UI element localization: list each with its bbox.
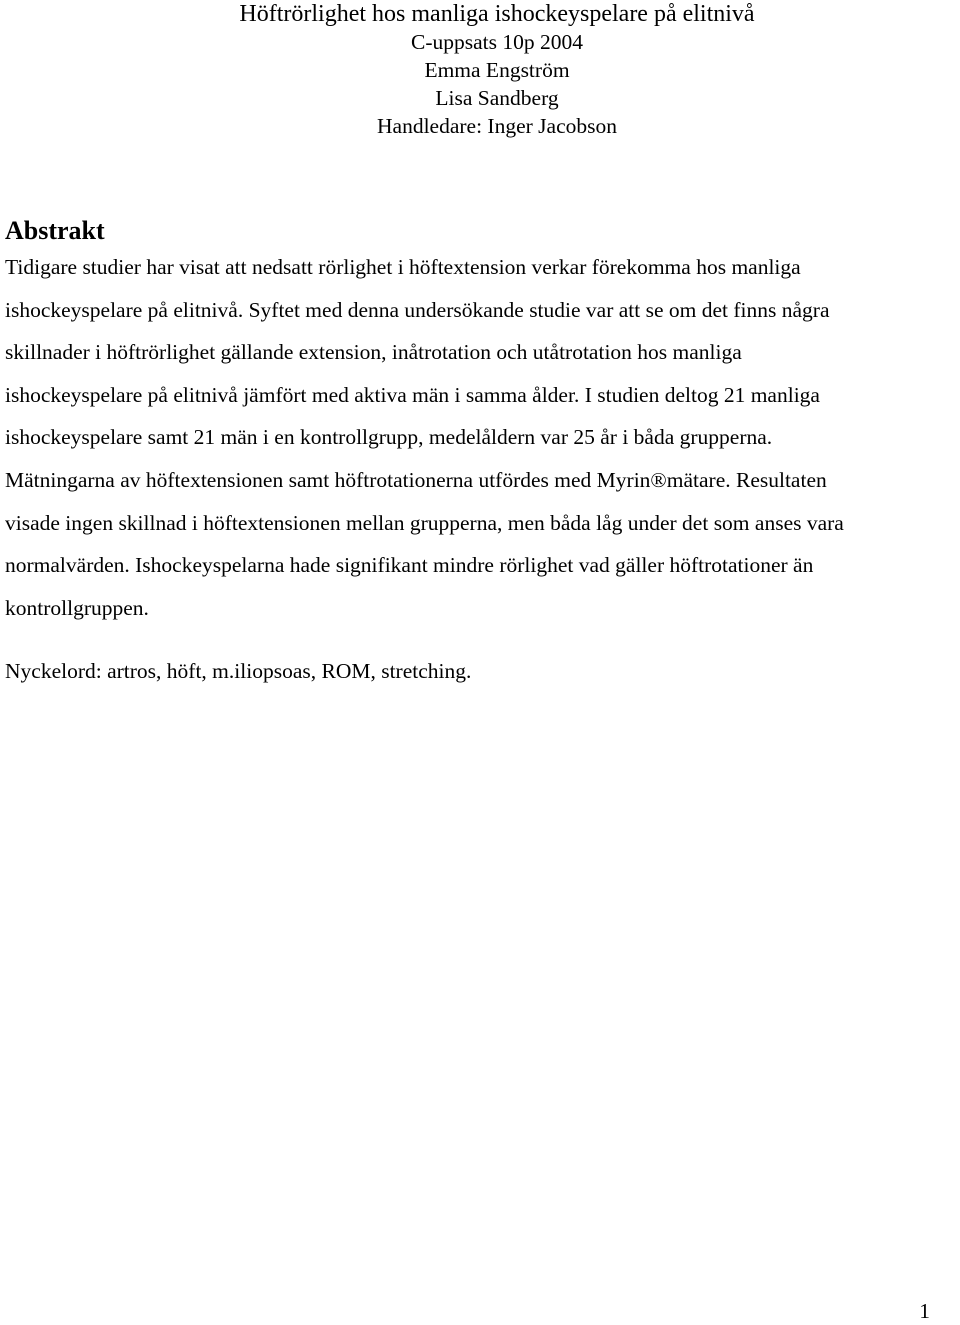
keywords-line: Nyckelord: artros, höft, m.iliopsoas, ROM, stretching. [5, 659, 472, 683]
title-block [0, 0, 960, 140]
abstract-line: kontrollgruppen. [5, 595, 149, 620]
abstract-line: Tidigare studier har visat att nedsatt rörlighet i höftextension verkar förekomma hos manliga [5, 255, 801, 279]
abstract-line: ishockeyspelare samt 21 män i en kontrollgrupp, medelåldern var 25 år i båda grupperna. [5, 425, 773, 450]
abstract-line: skillnader i höftrörlighet gällande extension, inåtrotation och utåtrotation hos manliga [5, 340, 742, 365]
author-name: Emma Engström [424, 58, 570, 82]
document-subtitle: C-uppsats 10p 2004 [411, 30, 583, 54]
page-number: 1 [919, 1299, 930, 1323]
author-name: Lisa Sandberg [435, 86, 559, 110]
abstract-line: ishockeyspelare på elitnivå jämfört med aktiva män i samma ålder. I studien deltog 21 manliga [5, 382, 820, 407]
abstract-line: visade ingen skillnad i höftextensionen mellan grupperna, men båda låg under det som anses vara [5, 510, 844, 535]
abstract-heading: Abstrakt [5, 216, 105, 245]
abstract-line: Mätningarna av höftextensionen samt höftrotationerna utfördes med Myrin®mätare. Resultaten [5, 467, 827, 492]
supervisor-line: Handledare: Inger Jacobson [377, 114, 617, 138]
abstract-line: ishockeyspelare på elitnivå. Syftet med denna undersökande studie var att se om det finns några [5, 297, 830, 322]
abstract-line: normalvärden. Ishockeyspelarna hade signifikant mindre rörlighet vad gäller höftrotationer än [5, 553, 814, 578]
abstract-body [5, 246, 960, 629]
document-title: Höftrörlighet hos manliga ishockeyspelare på elitnivå [239, 1, 755, 27]
